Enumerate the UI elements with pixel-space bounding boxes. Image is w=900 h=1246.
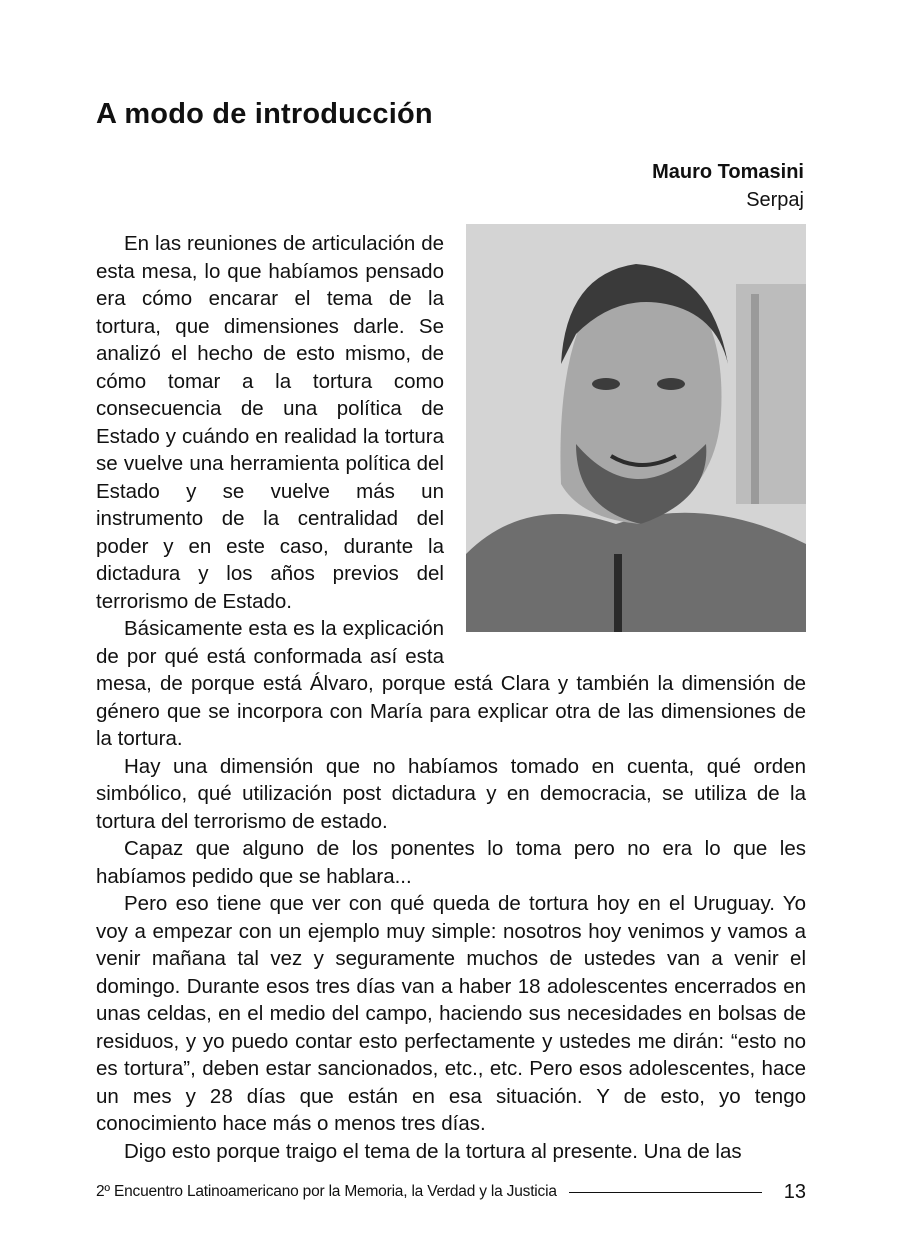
paragraph: Digo esto porque traigo el tema de la tortura al presente. Una de las [124,1139,742,1163]
paragraph: En las reuniones de articulación de esta mesa, lo que habíamos pensado era cómo encarar el tema de la tortura, que dimensiones darle. Se analizó el hecho de esto mismo, de cómo tomar a la tortura como consecuencia de una política de Estado y cuándo en realidad la tortura se vuelve una herramienta política del Estado y se vuelve más un instrumento de la centralidad del poder y en este caso, durante la dictadura y los años previos del terrorismo de Estado. [96,232,444,613]
author-name: Mauro Tomasini [652,161,804,183]
page-title: A modo de introducción [96,98,433,130]
author-organization: Serpaj [746,189,804,211]
paragraph: Hay una dimensión que no habíamos tomado en cuenta, qué orden simbólico, qué utilización post dictadura y en democracia, se utiliza de la tortura del terrorismo de estado. [96,754,806,833]
paragraph: Capaz que alguno de los ponentes lo toma pero no era lo que les habíamos pedido que se hablara... [96,837,806,888]
paragraph: Pero eso tiene que ver con qué queda de tortura hoy en el Uruguay. Yo voy a empezar con un ejemplo muy simple: nosotros hoy venimos y vamos a venir mañana tal vez y seguramente muchos de ustedes van a venir el domingo. Durante esos tres días van a haber 18 adolescentes encerrados en unas celdas, en el medio del campo, haciendo sus necesidades en bolsas de residuos, y yo puedo contar esto perfectamente y ustedes me dirán: “esto no es tortura”, deben estar sancionados, etc., etc. Pero esos adolescentes, hace un mes y 28 días que están en esa situación. Y de esto, yo tengo conocimiento hace más o menos tres días. [96,892,806,1135]
author-block [652,158,804,214]
footer-text: 2º Encuentro Latinoamericano por la Memoria, la Verdad y la Justicia [96,1183,557,1200]
page-number: 13 [783,1180,806,1203]
article-body [96,230,806,1165]
page-footer [96,1178,806,1206]
paragraph: Básicamente esta es la explicación de por qué está conformada así esta mesa, de porque está Álvaro, porque está Clara y también la dimensión de género que se incorpora con María para explicar otra de las dimensiones de la tortura. [96,617,806,750]
footer-rule [569,1192,762,1193]
